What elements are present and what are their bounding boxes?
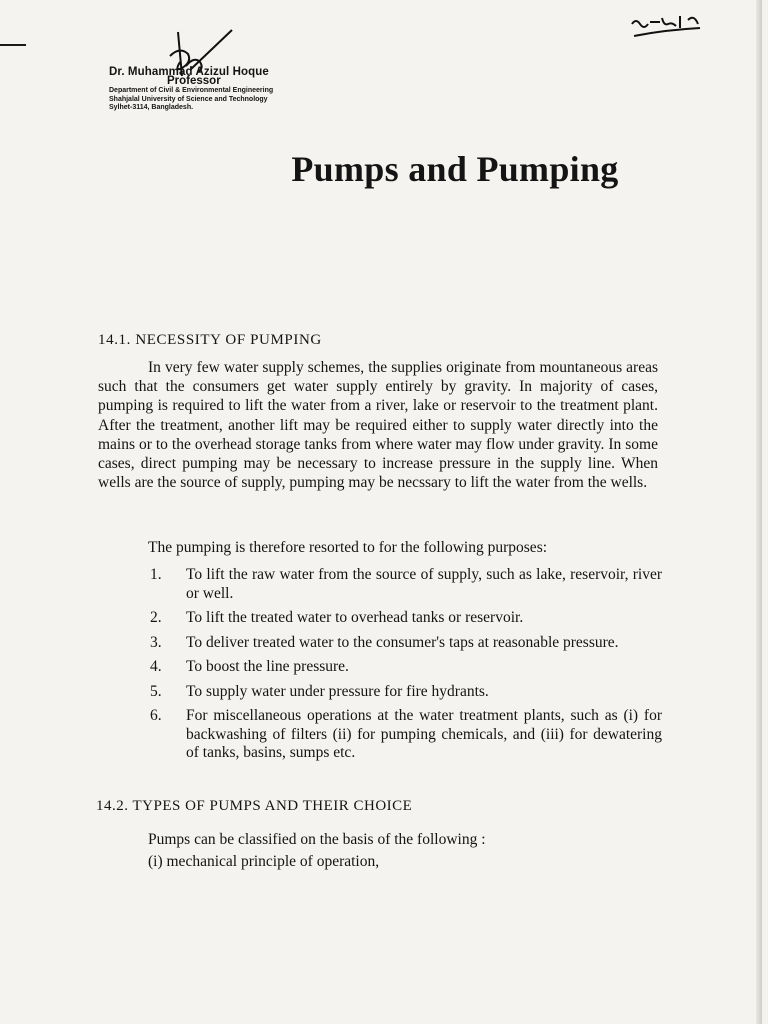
- purpose-list: [150, 566, 662, 769]
- list-text: To deliver treated water to the consumer's taps at reasonable pressure.: [186, 633, 619, 651]
- author-title: Professor: [167, 75, 221, 87]
- affiliation-line: Shahjalal University of Science and Technology: [109, 95, 268, 103]
- list-number: 6.: [150, 707, 162, 724]
- body-paragraph: The pumping is therefore resorted to for the following purposes:: [148, 539, 548, 556]
- author-name: Dr. Muhammad Azizul Hoque: [109, 66, 269, 78]
- list-number: 5.: [150, 682, 162, 700]
- list-text: To lift the treated water to overhead tanks or reservoir.: [186, 609, 524, 626]
- section-heading: 14.2. TYPES OF PUMPS AND THEIR CHOICE: [96, 798, 413, 814]
- list-item: [150, 658, 662, 677]
- list-text: To supply water under pressure for fire hydrants.: [186, 682, 489, 700]
- list-item: [150, 634, 662, 653]
- list-text: To lift the raw water from the source of supply, such as lake, reservoir, river or well.: [186, 566, 662, 602]
- affiliation-line: Department of Civil & Environmental Engineering: [109, 87, 274, 94]
- author-block: [109, 66, 273, 113]
- affiliation-line: Sylhet-3114, Bangladesh.: [109, 104, 194, 111]
- sub-item: (i) mechanical principle of operation,: [148, 853, 380, 870]
- list-item: [150, 683, 662, 702]
- page-title: Pumps and Pumping: [291, 149, 619, 189]
- body-paragraph: In very few water supply schemes, the supplies originate from mountaneous areas such that the consumers get water supply entirely by gravity. In majority of cases, pumping is required to lift the water from a river, lake or reservoir to the treatment plant. After the treatment, another lift may be required either to supply water directly into the mains or to the overhead storage tanks from where water may flow under gravity. In some cases, direct pumping may be necessary to increase pressure in the supply line. When wells are the source of supply, pumping may be necssary to lift the water from the wells.: [98, 359, 658, 492]
- list-item: [150, 707, 662, 763]
- list-text: For miscellaneous operations at the water treatment plants, such as (i) for backwashing of filters (ii) for pumping chemicals, and (iii) for dewatering of tanks, basins, sumps etc.: [186, 707, 662, 761]
- scan-edge-mark: [0, 44, 26, 46]
- list-number: 4.: [150, 658, 162, 675]
- handwritten-mark-icon: [628, 10, 708, 42]
- list-item: [150, 609, 662, 628]
- list-item: [150, 566, 662, 603]
- list-number: 3.: [150, 633, 162, 651]
- list-number: 2.: [150, 609, 162, 626]
- list-text: To boost the line pressure.: [186, 658, 349, 675]
- body-paragraph: Pumps can be classified on the basis of the following :: [148, 831, 486, 848]
- list-number: 1.: [150, 566, 162, 583]
- section-heading: 14.1. NECESSITY OF PUMPING: [98, 332, 322, 348]
